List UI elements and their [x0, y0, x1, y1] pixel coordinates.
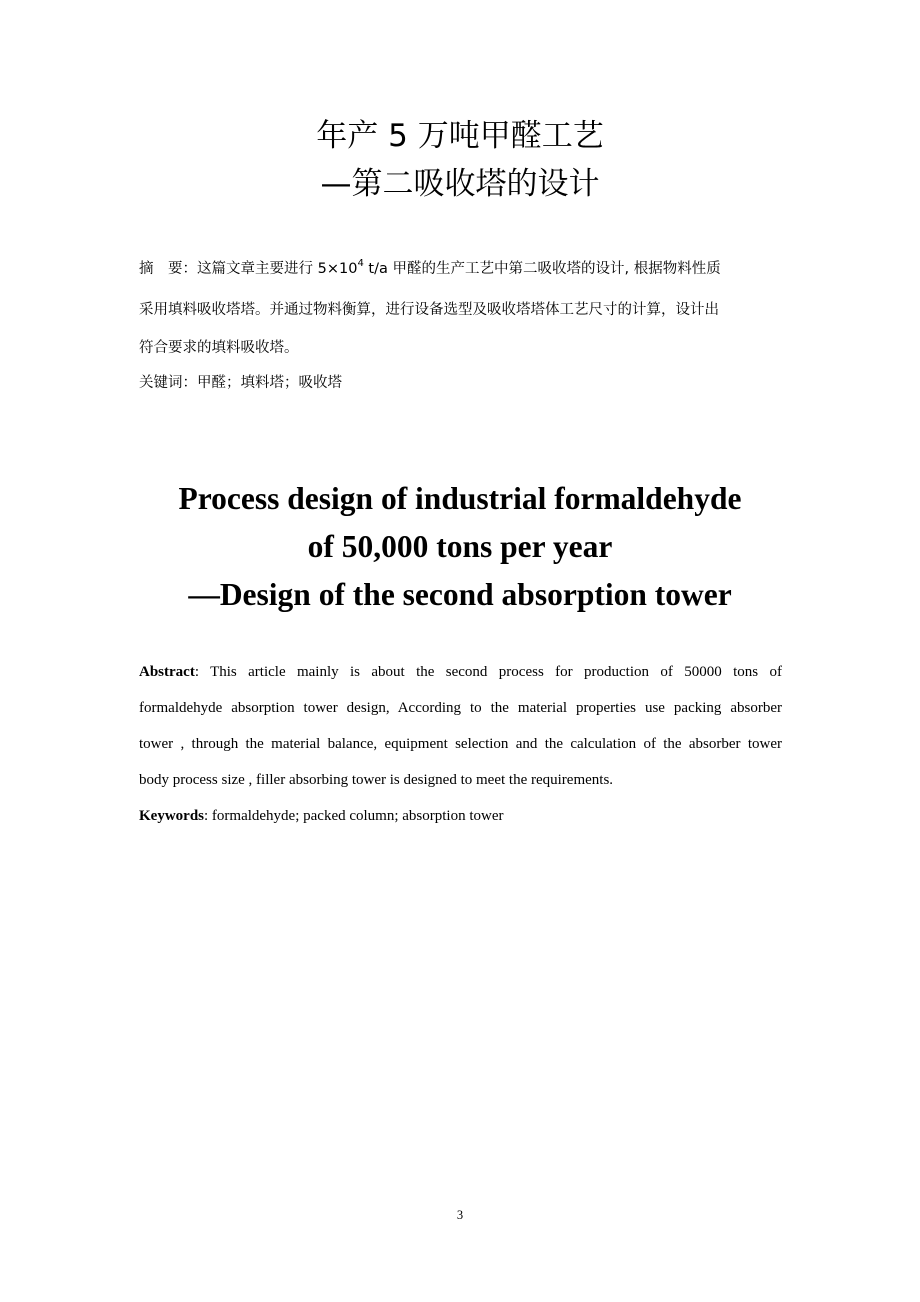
english-abstract-line-1: [139, 662, 782, 682]
chinese-abstract-text-pre: 这篇文章主要进行 5×10: [197, 261, 358, 277]
chinese-title-line-1: 年产 5 万吨甲醛工艺: [316, 118, 604, 154]
chinese-keywords-text: 甲醛；填料塔；吸收塔: [197, 375, 342, 391]
english-abstract-label: Abstract: [139, 664, 195, 680]
page-number: 3: [456, 1208, 464, 1222]
exponent: 4: [357, 258, 364, 269]
chinese-title-line-2: —第二吸收塔的设计: [320, 166, 600, 202]
english-title-line-3: —Design of the second absorption tower: [188, 577, 732, 612]
english-title-line-2: of 50,000 tons per year: [307, 529, 613, 564]
english-keywords: [139, 806, 782, 826]
english-title-line-1: Process design of industrial formaldehyde: [178, 481, 742, 516]
english-abstract-line-2: formaldehyde absorption tower design, According to the material properties use packing absorber: [139, 700, 782, 716]
english-keywords-label: Keywords: [139, 808, 204, 824]
chinese-keywords-label: 关键词：: [139, 375, 197, 391]
chinese-abstract-line-3: 符合要求的填料吸收塔。: [139, 340, 299, 356]
chinese-keywords: [139, 373, 782, 393]
chinese-abstract-label: 摘 要：: [139, 261, 197, 277]
english-abstract-line-4: body process size , filler absorbing tower is designed to meet the requirements.: [139, 772, 614, 788]
chinese-abstract-text-post: t/a 甲醛的生产工艺中第二吸收塔的设计, 根据物料性质: [363, 261, 721, 277]
english-abstract-line-3: tower , through the material balance, equipment selection and the calculation of the absorber tower: [139, 736, 782, 752]
chinese-abstract-line-2: 采用填料吸收塔塔。并通过物料衡算，进行设备选型及吸收塔塔体工艺尺寸的计算，设计出: [139, 302, 719, 318]
chinese-abstract-line-1: [139, 259, 782, 279]
english-keywords-text: : formaldehyde; packed column; absorption tower: [204, 808, 504, 824]
english-abstract-text: : This article mainly is about the second process for production of 50000 tons of: [194, 664, 782, 680]
